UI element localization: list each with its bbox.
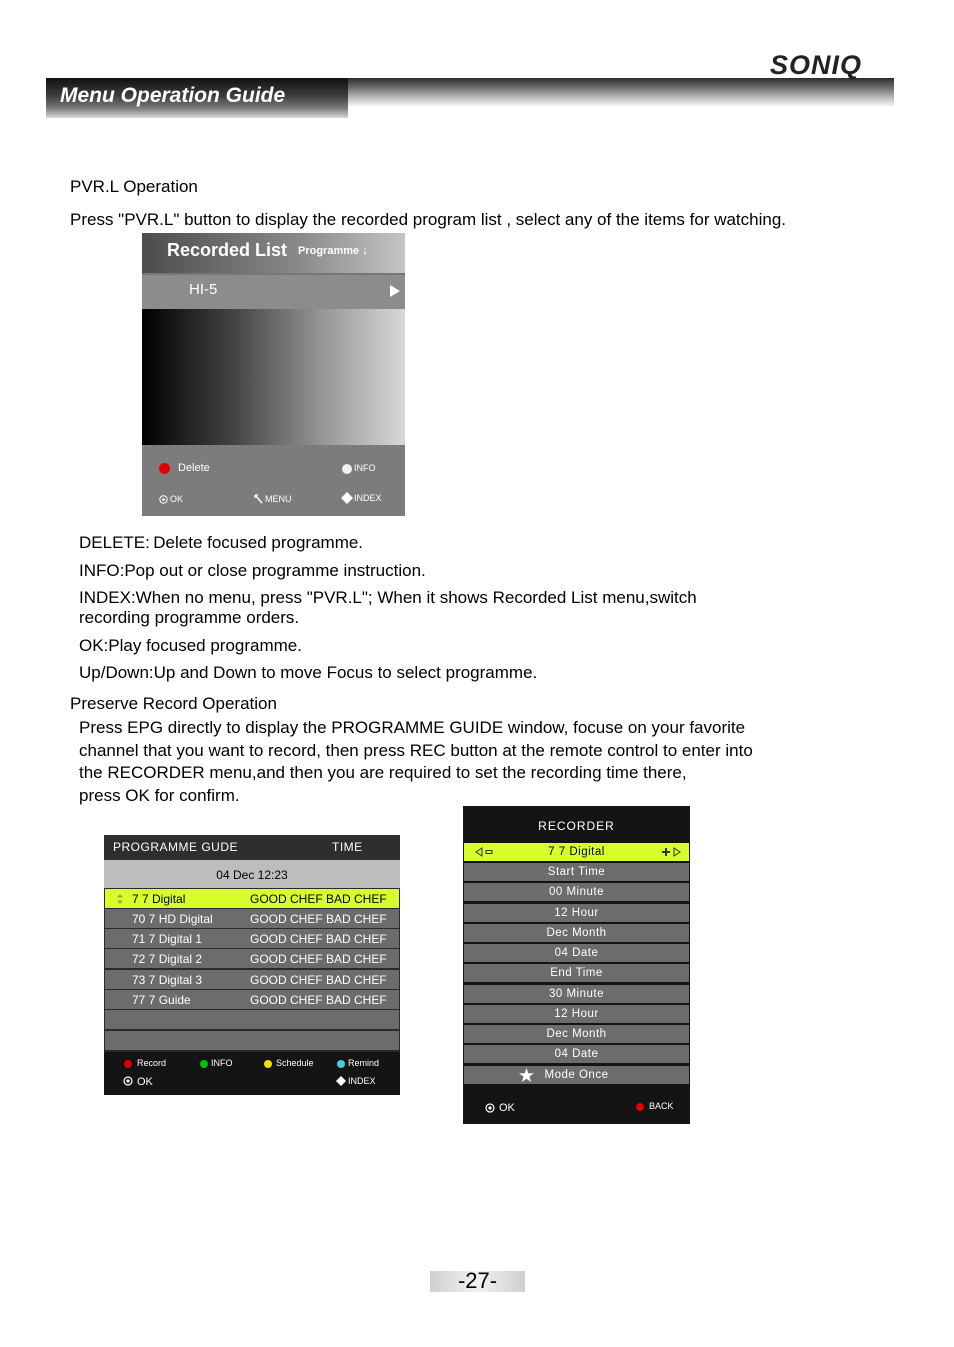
recorder-row-label: Dec Month [546,1028,607,1040]
red-button-icon [636,1103,644,1111]
recorder-title: RECORDER [538,819,615,833]
red-button-icon [124,1060,132,1068]
recorder-row[interactable] [464,944,689,962]
guide-channel: 7 7 Digital [132,892,186,906]
recorded-item-label: HI-5 [189,281,218,298]
recorder-row-label: 12 Hour [554,907,599,919]
guide-row[interactable] [105,909,399,928]
desc-ok: OK:Play focused programme. [79,636,302,655]
recorded-list-screen [142,233,405,516]
guide-programme: GOOD CHEF BAD CHEF [250,973,387,987]
recorder-row-label: 12 Hour [554,1008,599,1020]
recorder-row[interactable] [464,863,689,881]
guide-programme: GOOD CHEF BAD CHEF [250,993,387,1007]
guide-channel: 70 7 HD Digital [132,912,213,926]
guide-row-empty [105,1031,399,1050]
remind-hint: Remind [348,1058,380,1068]
guide-row-empty [105,1010,399,1029]
guide-row[interactable] [105,929,399,948]
programme-guide-header [104,835,400,860]
date-bar [104,860,400,888]
pvr-intro: Press "PVR.L" button to display the recorded program list , select any of the items for watching. [70,210,787,229]
updown-arrows-icon [117,894,123,904]
preview-area [142,309,405,445]
guide-programme: GOOD CHEF BAD CHEF [250,912,387,926]
guide-row[interactable] [105,949,399,968]
recorder-row-label: End Time [550,967,603,979]
recorded-list-sort: Programme ↓ [298,245,368,257]
recorder-row-label: 30 Minute [548,988,604,1000]
index-diamond-icon [341,492,353,504]
pvr-heading: PVR.L Operation [70,177,198,196]
preserve-line-4: press OK for confirm. [79,786,240,805]
red-button-icon [159,463,170,474]
index-diamond-icon [336,1076,346,1086]
recorder-row-label: 7 7 Digital [548,846,605,858]
preserve-line-1: Press EPG directly to display the PROGRAMME GUIDE window, focuse on your favorite [79,718,746,737]
section-title: Menu Operation Guide [60,84,286,107]
recorder-row-label: 00 Minute [548,886,604,898]
recorded-list-footer [142,445,405,516]
white-button-icon [342,464,352,474]
guide-programme: GOOD CHEF BAD CHEF [250,892,387,906]
page-number: -27- [457,1268,498,1293]
delete-hint: Delete [178,462,210,474]
recorder-row-label: Dec Month [546,927,607,939]
minus-left-icon [475,847,495,857]
record-hint: Record [137,1058,167,1068]
plus-right-icon [660,847,682,857]
recorder-row[interactable] [464,1005,689,1023]
ok-hint: OK [170,494,184,504]
recorder-row-label: Mode Once [544,1069,609,1081]
recorder-row[interactable] [464,883,689,901]
info-hint: INFO [211,1058,233,1068]
preserve-line-3: the RECORDER menu,and then you are required to set the recording time there, [79,763,687,782]
info-hint: INFO [354,463,376,473]
ok-icon [159,495,168,504]
desc-index: INDEX:When no menu, press "PVR.L"; When it shows Recorded List menu,switch [79,588,697,607]
guide-programme: GOOD CHEF BAD CHEF [250,952,387,966]
desc-updown: Up/Down:Up and Down to move Focus to select programme. [79,663,538,682]
recorder-row-label: 04 Date [554,1048,599,1060]
schedule-hint: Schedule [276,1058,314,1068]
guide-programme: GOOD CHEF BAD CHEF [250,932,387,946]
brand-logo: SONIQ [770,50,863,80]
recorder-screen [463,806,690,1124]
time-label: TIME [332,840,363,854]
guide-row[interactable] [105,889,399,908]
recorder-row-label: 04 Date [554,947,599,959]
green-button-icon [200,1060,208,1068]
recorded-list-item[interactable] [142,275,405,309]
index-hint: INDEX [354,493,382,503]
desc-info: INFO:Pop out or close programme instruction. [79,561,426,580]
recorder-row[interactable] [464,985,689,1003]
preserve-line-2: channel that you want to record, then press REC button at the remote control to enter into [79,741,753,760]
guide-channel: 72 7 Digital 2 [132,952,203,966]
play-icon [390,285,400,297]
recorded-list-header [142,233,405,273]
guide-channel: 71 7 Digital 1 [132,932,203,946]
date-label: 04 Dec 12:23 [216,868,288,882]
cyan-button-icon [337,1060,345,1068]
recorder-row-mode[interactable] [464,1066,689,1084]
programme-guide-footer [104,1052,400,1095]
recorder-row[interactable] [464,1045,689,1063]
menu-return-icon [254,494,263,504]
programme-guide-title: PROGRAMME GUDE [113,840,239,854]
recorder-row[interactable] [464,924,689,942]
desc-index-cont: recording programme orders. [79,608,300,627]
programme-guide-screen [104,835,400,1095]
ok-icon [485,1103,495,1113]
ok-hint: OK [499,1102,515,1114]
recorder-row[interactable] [464,964,689,982]
recorder-row-channel[interactable] [464,843,689,861]
recorder-row-label: Start Time [547,866,606,878]
guide-row[interactable] [105,970,399,989]
star-icon [519,1068,534,1082]
ok-hint: OK [137,1076,153,1088]
yellow-button-icon [264,1060,272,1068]
menu-hint: MENU [265,494,292,504]
back-hint: BACK [649,1101,674,1111]
recorder-row[interactable] [464,904,689,922]
desc-delete: DELETE: Delete focused programme. [79,533,364,552]
guide-channel: 77 7 Guide [132,993,191,1007]
recorder-row[interactable] [464,1025,689,1043]
recorded-list-title: Recorded List [167,240,288,260]
ok-icon [123,1076,133,1086]
guide-row[interactable] [105,990,399,1009]
guide-channel: 73 7 Digital 3 [132,973,203,987]
index-hint: INDEX [348,1076,376,1086]
preserve-heading: Preserve Record Operation [70,694,277,713]
